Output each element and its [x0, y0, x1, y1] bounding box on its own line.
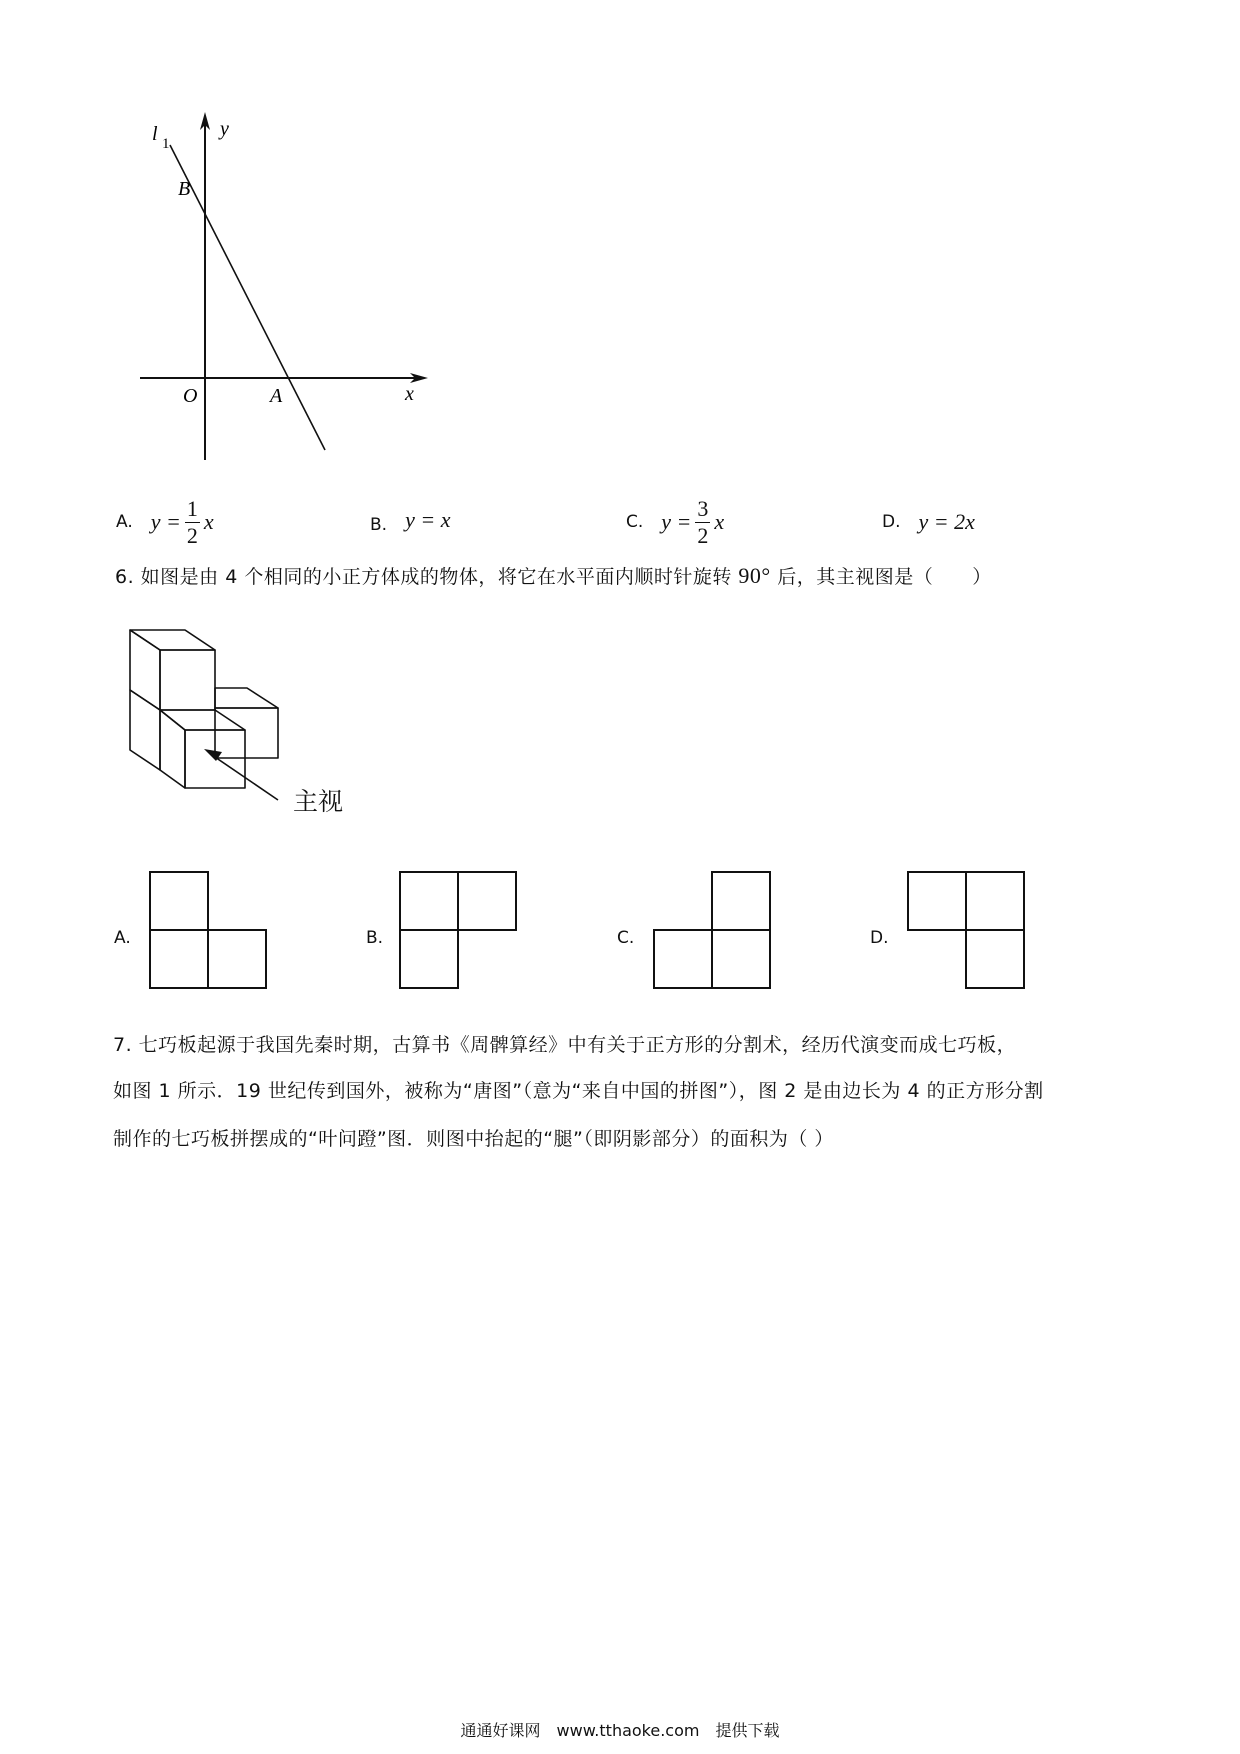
q6-a-top-square: [150, 872, 208, 930]
q5-option-a-fraction: [185, 496, 200, 549]
y-axis-label: y: [220, 118, 229, 140]
q6-option-c-figure[interactable]: [652, 870, 774, 992]
q6-c-bottom-right-square: [712, 930, 770, 988]
q5-option-b-expr: y = x: [405, 507, 451, 532]
q5-option-c-lhs: y =: [661, 509, 692, 534]
q6-option-b-letter[interactable]: B.: [366, 928, 384, 948]
q5-option-c-var: x: [714, 509, 725, 534]
q6-option-c-letter[interactable]: C.: [617, 928, 635, 948]
top-cube-left-face: [130, 630, 160, 710]
q6-stem-text: 6. 如图是由 4 个相同的小正方体成的物体，将它在水平面内顺时针旋转: [115, 566, 732, 588]
point-a-label: A: [270, 385, 283, 407]
q5-option-d-letter: D.: [882, 512, 901, 532]
q5-option-a-denominator: 2: [186, 522, 198, 548]
q6-stem: [115, 562, 992, 589]
q5-option-d[interactable]: [882, 502, 975, 542]
view-label: 主视: [293, 787, 344, 816]
q6-option-d-figure[interactable]: [906, 870, 1028, 992]
q5-option-c-numerator: 3: [697, 495, 709, 521]
q5-option-b[interactable]: [370, 500, 450, 540]
q6-b-bottom-square: [400, 930, 458, 988]
lower-left-cube-left-face: [130, 690, 160, 770]
q6-option-b-figure[interactable]: [398, 870, 520, 992]
q5-option-c[interactable]: [626, 492, 724, 552]
q7-line-2: 如图 1 所示．19 世纪传到国外，被称为“唐图”（意为“来自中国的拼图”），图 2 是由边长为 4 的正方形分割: [113, 1080, 1044, 1102]
q6-b-top-right-square: [458, 872, 516, 930]
point-b-label: B: [178, 178, 191, 200]
page-footer: 通通好课网 www.tthaoke.com 提供下载: [460, 1721, 780, 1740]
q5-option-a-numerator: 1: [186, 495, 198, 521]
q6-option-a-figure[interactable]: [148, 870, 270, 992]
q5-option-b-letter: B.: [370, 515, 388, 535]
q5-option-c-denominator: 2: [697, 522, 709, 548]
q6-b-top-left-square: [400, 872, 458, 930]
line-l1-subscript: 1: [162, 136, 170, 152]
q6-c-bottom-left-square: [654, 930, 712, 988]
q6-option-d-letter[interactable]: D.: [870, 928, 889, 948]
q5-option-a-var: x: [203, 509, 214, 534]
top-cube-top-face: [130, 630, 215, 650]
q6-stem-end: 后，其主视图是（ ）: [777, 566, 992, 588]
q7-line-1: 7. 七巧板起源于我国先秦时期，古算书《周髀算经》中有关于正方形的分割术，经历代演变而成七巧板，: [113, 1034, 1017, 1056]
q5-option-c-fraction: [695, 496, 710, 549]
q5-option-a-lhs: y =: [150, 509, 181, 534]
q6-d-bottom-square: [966, 930, 1024, 988]
q5-option-a-letter: A.: [116, 512, 133, 532]
q6-d-top-right-square: [966, 872, 1024, 930]
q6-a-bottom-right-square: [208, 930, 266, 988]
q5-option-d-expr: y = 2x: [918, 509, 975, 534]
x-axis-label: x: [405, 383, 414, 405]
line-l1-label: l: [152, 123, 158, 145]
q5-option-c-letter: C.: [626, 512, 644, 532]
right-cube-top-face: [215, 688, 278, 708]
front-cube-left-face: [160, 710, 185, 788]
q6-c-top-square: [712, 872, 770, 930]
coordinate-graph: [120, 100, 450, 470]
q7-line-3: 制作的七巧板拼摆成的“叶问蹬”图．则图中抬起的“腿”（即阴影部分）的面积为（ ）: [113, 1128, 834, 1150]
q6-angle: 90°: [738, 563, 771, 588]
q6-a-bottom-left-square: [150, 930, 208, 988]
origin-label: O: [183, 385, 198, 407]
top-cube-front-face: [160, 650, 215, 710]
q6-d-top-left-square: [908, 872, 966, 930]
q6-option-a-letter[interactable]: A.: [114, 928, 131, 948]
q5-option-a[interactable]: [116, 492, 214, 552]
